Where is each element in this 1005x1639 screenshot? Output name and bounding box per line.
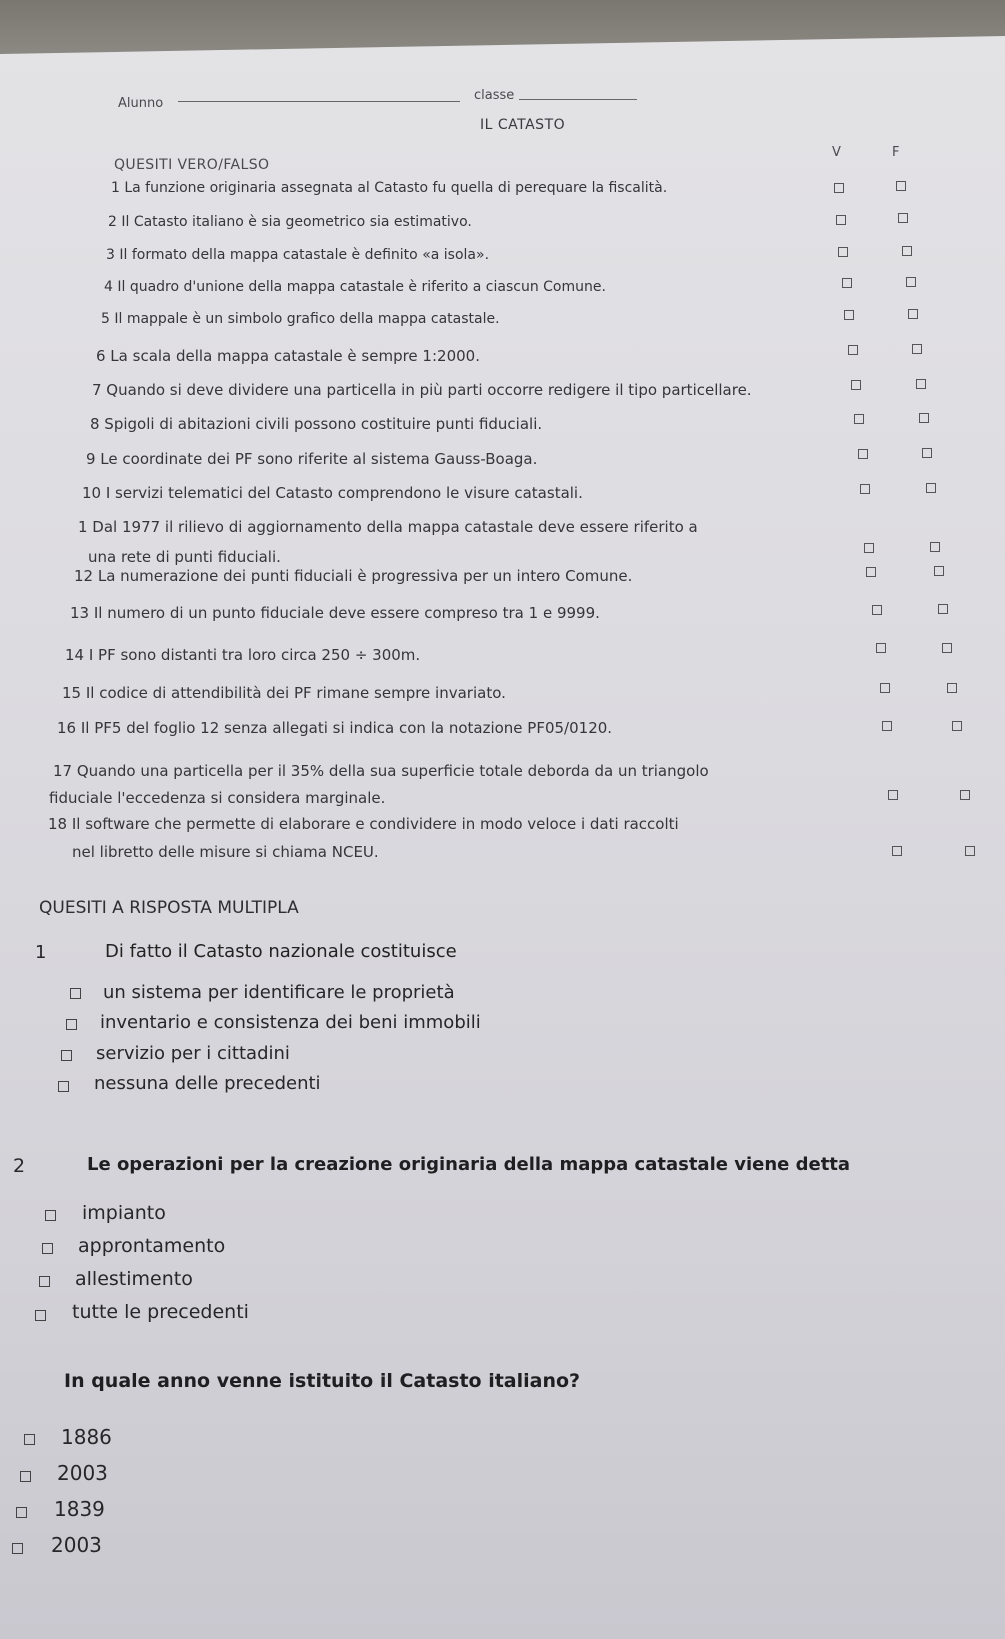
tf-question-4: 4 Il quadro d'unione della mappa catastale è riferito a ciascun Comune. [104,279,606,295]
tf-6-false-checkbox[interactable] [912,344,922,354]
tf-8-true-checkbox[interactable] [854,414,864,424]
tf-question-13: 13 Il numero di un punto fiduciale deve essere compreso tra 1 e 9999. [70,604,600,622]
mc-3-option-1: 1886 [61,1425,112,1449]
mc-1-option-2-checkbox[interactable] [66,1019,77,1030]
mc-3-option-2: 2003 [57,1461,108,1485]
tf-18-true-checkbox[interactable] [892,846,902,856]
mc-question-2: Le operazioni per la creazione originaria della mappa catastale viene detta [87,1154,851,1175]
tf-16-false-checkbox[interactable] [952,721,962,731]
mc-3-option-4-checkbox[interactable] [12,1543,23,1554]
mc-1-option-3: servizio per i cittadini [96,1043,290,1064]
tf-14-false-checkbox[interactable] [942,643,952,653]
tf-question-2: 2 Il Catasto italiano è sia geometrico sia estimativo. [108,214,472,230]
mc-question-2-number: 2 [13,1155,26,1177]
mc-question-1: Di fatto il Catasto nazionale costituisce [105,941,457,962]
mc-1-option-1: un sistema per identificare le proprietà [103,982,455,1003]
tf-4-true-checkbox[interactable] [842,278,852,288]
mc-2-option-3: allestimento [75,1268,193,1290]
tf-question-18-continued: nel libretto delle misure si chiama NCEU. [72,843,379,861]
student-name-field[interactable] [178,101,460,102]
mc-2-option-4: tutte le precedenti [72,1301,249,1323]
tf-3-false-checkbox[interactable] [902,246,912,256]
tf-5-false-checkbox[interactable] [908,309,918,319]
tf-11-false-checkbox[interactable] [930,542,940,552]
tf-17-false-checkbox[interactable] [960,790,970,800]
mc-1-option-4: nessuna delle precedenti [94,1073,321,1094]
mc-2-option-4-checkbox[interactable] [35,1310,46,1321]
mc-2-option-1: impianto [82,1202,166,1224]
tf-question-6: 6 La scala della mappa catastale è sempre 1:2000. [96,347,480,365]
mc-question-3: In quale anno venne istituito il Catasto italiano? [64,1370,581,1392]
mc-3-option-3: 1839 [54,1497,105,1521]
tf-12-false-checkbox[interactable] [934,566,944,576]
tf-15-false-checkbox[interactable] [947,683,957,693]
mc-3-option-1-checkbox[interactable] [24,1434,35,1445]
tf-7-false-checkbox[interactable] [916,379,926,389]
tf-2-false-checkbox[interactable] [898,213,908,223]
mc-1-option-3-checkbox[interactable] [61,1050,72,1061]
mc-3-option-3-checkbox[interactable] [16,1507,27,1518]
column-false-label: F [892,145,900,160]
tf-8-false-checkbox[interactable] [919,413,929,423]
page-title: IL CATASTO [480,117,566,133]
mc-2-option-1-checkbox[interactable] [45,1210,56,1221]
multiple-choice-section-title: QUESITI A RISPOSTA MULTIPLA [39,898,299,918]
tf-2-true-checkbox[interactable] [836,215,846,225]
tf-question-18: 18 Il software che permette di elaborare e condividere in modo veloce i dati raccolti [48,815,679,833]
mc-2-option-2: approntamento [78,1235,226,1257]
tf-15-true-checkbox[interactable] [880,683,890,693]
tf-question-9: 9 Le coordinate dei PF sono riferite al sistema Gauss-Boaga. [86,450,538,468]
mc-2-option-3-checkbox[interactable] [39,1276,50,1287]
tf-11-true-checkbox[interactable] [864,543,874,553]
mc-2-option-2-checkbox[interactable] [42,1243,53,1254]
tf-4-false-checkbox[interactable] [906,277,916,287]
tf-3-true-checkbox[interactable] [838,247,848,257]
mc-3-option-2-checkbox[interactable] [20,1471,31,1482]
student-label: Alunno [118,96,164,111]
tf-17-true-checkbox[interactable] [888,790,898,800]
truefalse-section-title: QUESITI VERO/FALSO [114,157,270,173]
tf-5-true-checkbox[interactable] [844,310,854,320]
tf-1-false-checkbox[interactable] [896,181,906,191]
tf-7-true-checkbox[interactable] [851,380,861,390]
tf-question-5: 5 Il mappale è un simbolo grafico della mappa catastale. [101,311,500,327]
mc-1-option-1-checkbox[interactable] [70,988,81,999]
tf-question-7: 7 Quando si deve dividere una particella in più parti occorre redigere il tipo particellare. [92,381,752,399]
tf-10-true-checkbox[interactable] [860,484,870,494]
tf-14-true-checkbox[interactable] [876,643,886,653]
tf-1-true-checkbox[interactable] [834,183,844,193]
tf-question-3: 3 Il formato della mappa catastale è definito «a isola». [106,247,490,263]
class-field[interactable] [519,99,637,100]
mc-question-1-number: 1 [35,942,47,963]
tf-18-false-checkbox[interactable] [965,846,975,856]
tf-9-false-checkbox[interactable] [922,448,932,458]
tf-question-11: 1 Dal 1977 il rilievo di aggiornamento della mappa catastale deve essere riferito a [78,518,698,536]
tf-13-false-checkbox[interactable] [938,604,948,614]
tf-12-true-checkbox[interactable] [866,567,876,577]
tf-question-10: 10 I servizi telematici del Catasto comprendono le visure catastali. [82,484,583,502]
tf-13-true-checkbox[interactable] [872,605,882,615]
worksheet-page [0,36,1005,1639]
mc-1-option-2: inventario e consistenza dei beni immobili [100,1012,481,1033]
tf-question-15: 15 Il codice di attendibilità dei PF rimane sempre invariato. [62,684,506,702]
tf-6-true-checkbox[interactable] [848,345,858,355]
tf-question-17: 17 Quando una particella per il 35% della sua superficie totale deborda da un triangolo [53,762,709,780]
tf-10-false-checkbox[interactable] [926,483,936,493]
tf-16-true-checkbox[interactable] [882,721,892,731]
tf-question-1: 1 La funzione originaria assegnata al Catasto fu quella di perequare la fiscalità. [111,180,668,196]
tf-question-17-continued: fiduciale l'eccedenza si considera marginale. [49,789,386,807]
tf-9-true-checkbox[interactable] [858,449,868,459]
column-true-label: V [832,145,841,160]
tf-question-16: 16 Il PF5 del foglio 12 senza allegati si indica con la notazione PF05/0120. [57,719,613,737]
mc-3-option-4: 2003 [51,1533,102,1557]
tf-question-12: 12 La numerazione dei punti fiduciali è progressiva per un intero Comune. [74,567,633,585]
class-label: classe [474,88,515,103]
mc-1-option-4-checkbox[interactable] [58,1081,69,1092]
tf-question-14: 14 I PF sono distanti tra loro circa 250 ÷ 300m. [65,646,421,664]
tf-question-8: 8 Spigoli di abitazioni civili possono costituire punti fiduciali. [90,415,543,433]
tf-question-11-continued: una rete di punti fiduciali. [88,548,281,566]
